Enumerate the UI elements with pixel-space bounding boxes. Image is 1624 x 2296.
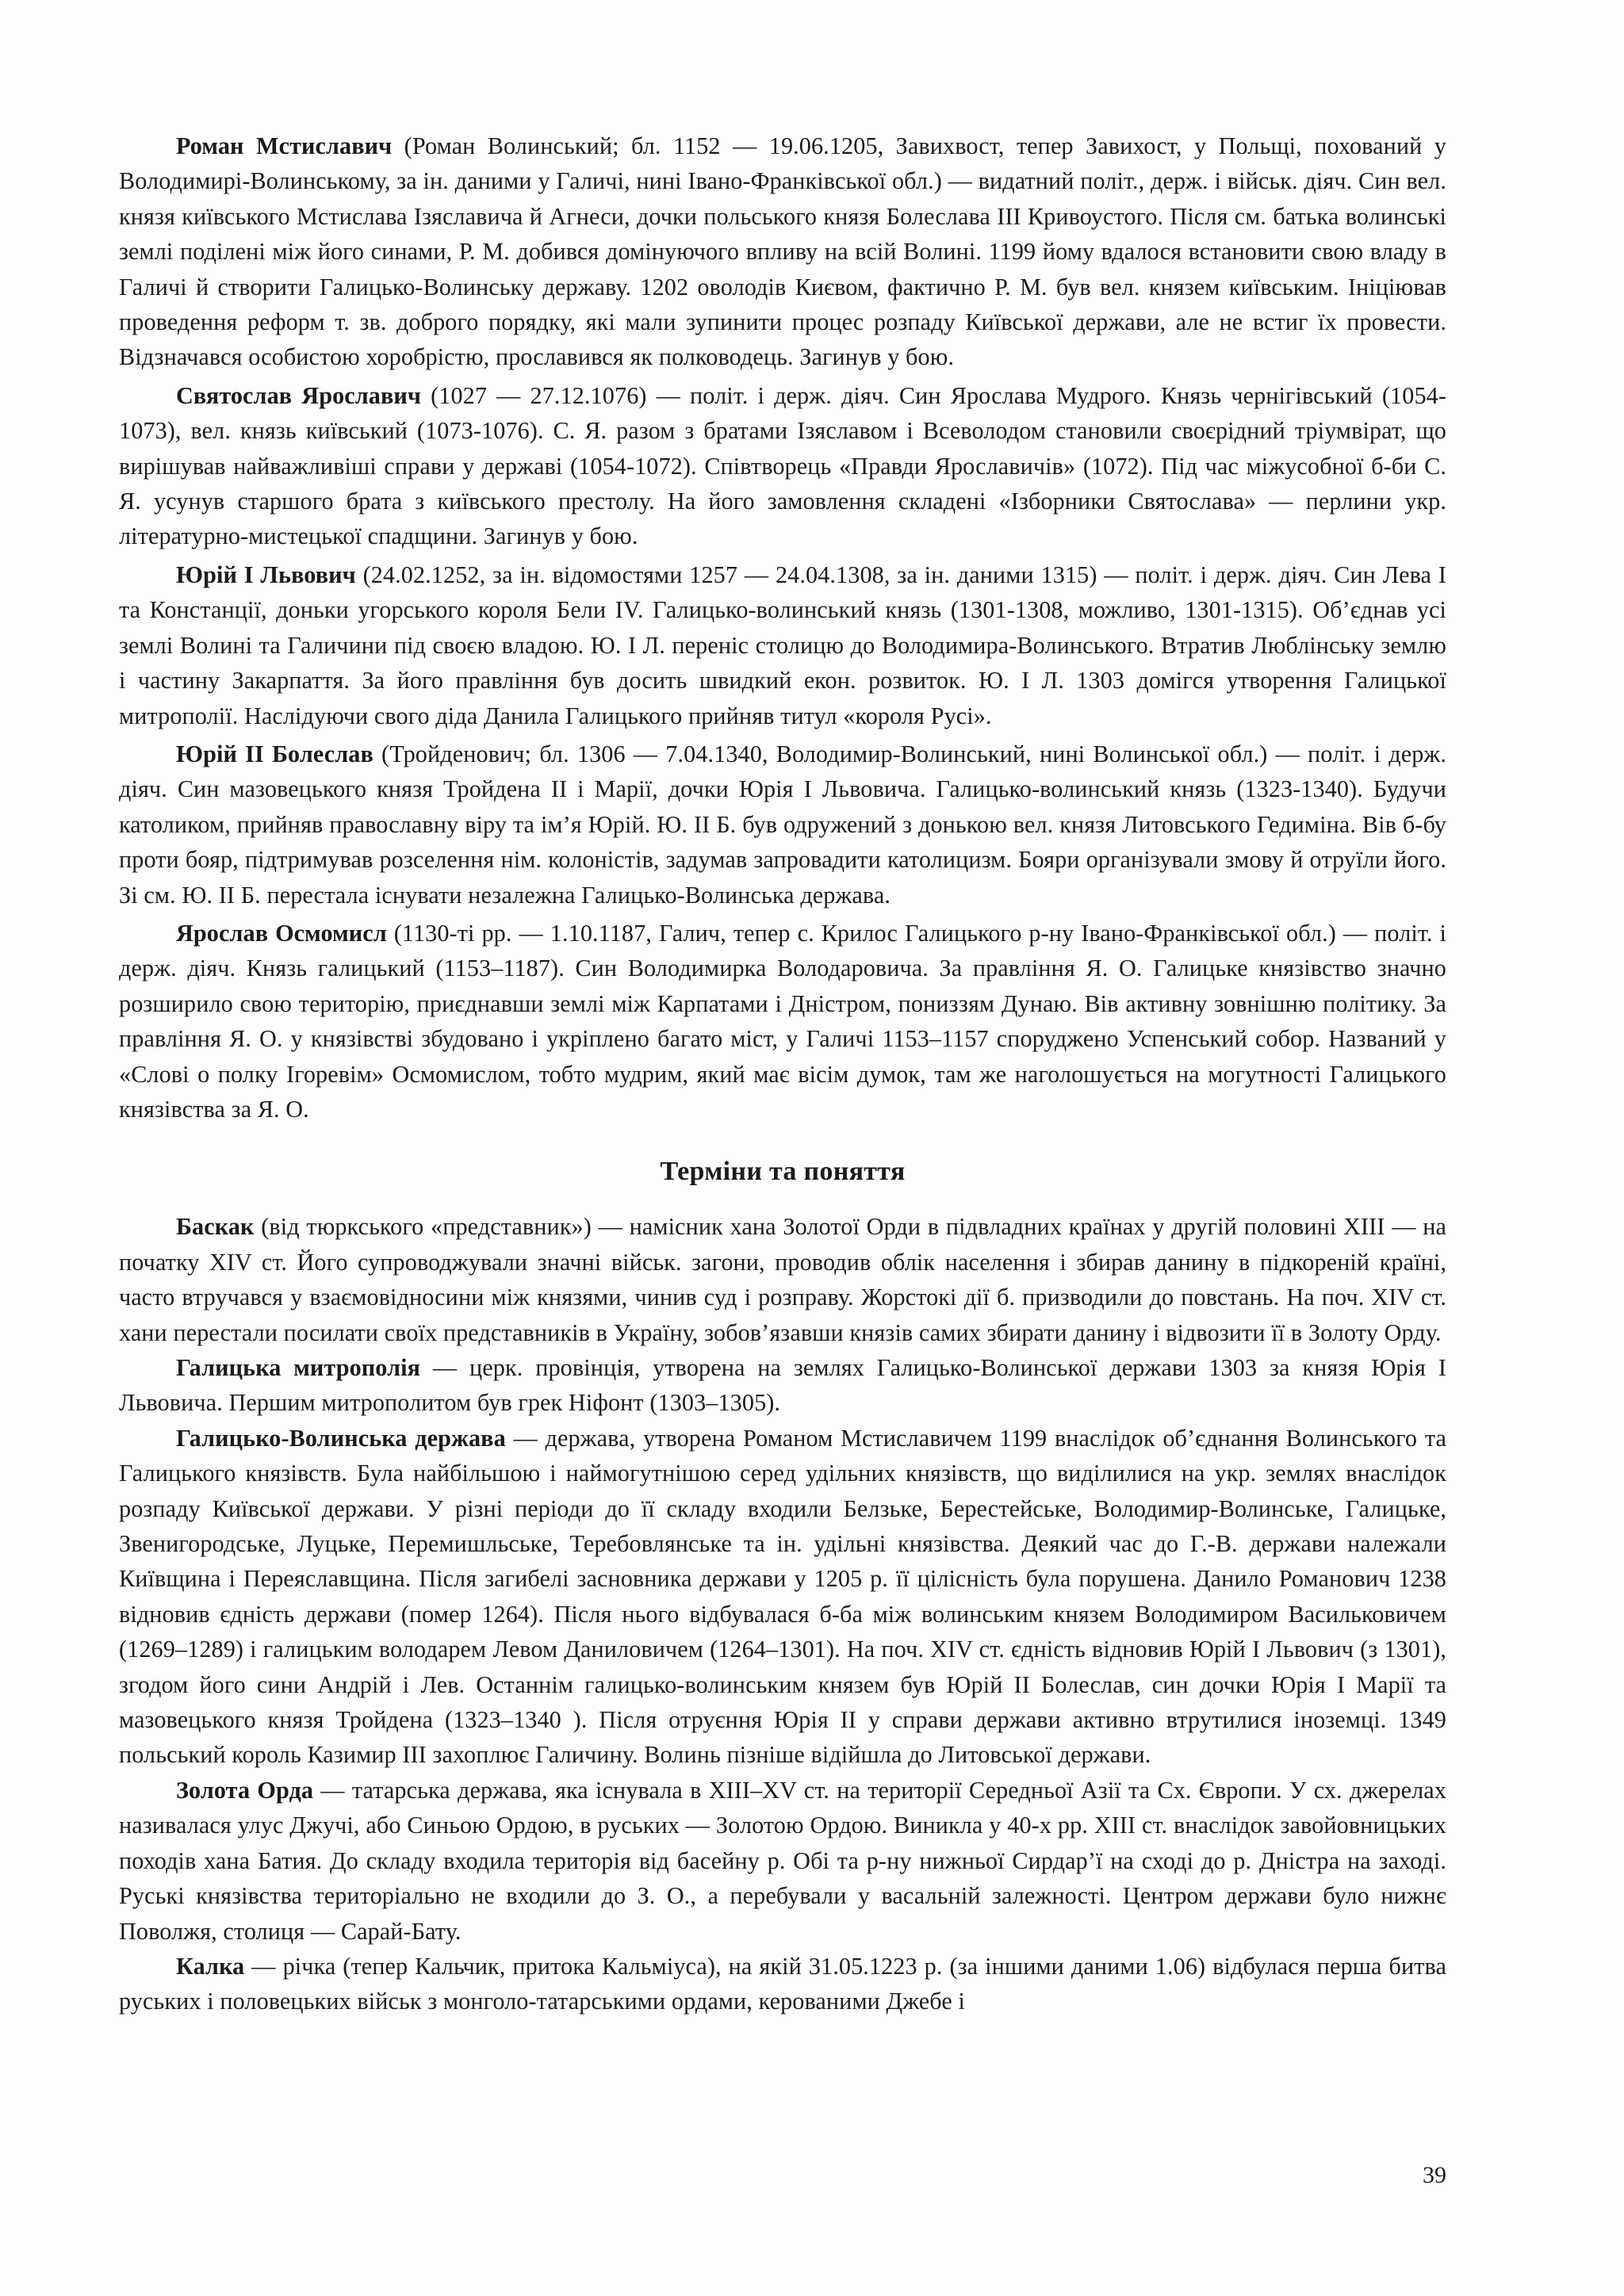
entry-text: (Роман Волинський; бл. 1152 — 19.06.1205, Завихвост, тепер Завихост, у Польщі, похований у Володимирі-Волинському, за ін. даними у Галичі, нині Івано-Франківської обл.) — видатний політ., держ. і військ. діяч. Син вел. князя київського Мстислава Ізяславича й Агнеси, дочки польського князя Болеслава III Кривоустого. Після см. батька волинські землі поділені між його синами, Р. М. добився домінуючого впливу на всій Волині. 1199 йому вдалося встановити свою владу в Галичі й створити Галицько-Волинську державу. 1202 оволодів Києвом, фактично Р. М. був вел. князем київським. Ініціював проведення реформ т. зв. доброго порядку, які мали зупинити процес розпаду Київської держави, але не встиг їх провести. Відзначався особистою хоробрістю, прославився як полководець. Загинув у бою. [119, 132, 1446, 371]
entry-text: — держава, утворена Романом Мстиславичем 1199 внаслідок об’єднання Волинського та Галицького князівств. Була найбільшою і наймогутнішою серед удільних князівств, що виділилися на укр. землях внаслідок розпаду Київської держави. У різні періоди до її складу входили Белзьке, Берестейське, Володимир-Волинське, Галицьке, Звенигородське, Луцьке, Перемишльське, Теребовлянське та ін. удільні князівства. Деякий час до Г.-В. держави належали Київщина і Переяславщина. Після загибелі засновника держави у 1205 р. її цілісність була порушена. Данило Романович 1238 відновив єдність держави (помер 1264). Після нього відбувалася б-ба між волинським князем Володимиром Васильковичем (1269–1289) і галицьким володарем Левом Даниловичем (1264–1301). На поч. XIV ст. єдність відновив Юрій І Львович (з 1301), згодом його сини Андрій і Лев. Останнім галицько-волинським князем був Юрій II Болеслав, син дочки Юрія І Марії та мазовецького князя Тройдена (1323–1340 ). Після отруєння Юрія II у справи держави активно втрутилися іноземці. 1349 польський король Казимир III захоплює Галичину. Волинь пізніше відійшла до Литовської держави. [119, 1424, 1446, 1769]
entry-term: Калка [176, 1952, 245, 1980]
entry-term: Баскак [176, 1213, 255, 1241]
section-title: Терміни та поняття [660, 1157, 906, 1187]
biography-entry [119, 737, 1446, 913]
terms-section [119, 1209, 1446, 2019]
entry-term: Золота Орда [176, 1776, 314, 1804]
page-number: 39 [1423, 2162, 1446, 2188]
term-entry [119, 1949, 1446, 2019]
entry-text: (1130-ті рр. — 1.10.1187, Галич, тепер с. Крилос Галицького р-ну Івано-Франківської обл.) — політ. і держ. діяч. Князь галицький (1153–1187). Син Володимирка Володаровича. За правління Я. О. Галицьке князівство значно розширило свою територію, приєднавши землі між Карпатами і Дністром, пониззям Дунаю. Вів активну зовнішню політику. За правління Я. О. у князівстві збудовано і укріплено багато міст, у Галичі 1153–1157 споруджено Успенський собор. Названий у «Слові о полку Ігоревім» Осмомислом, тобто мудрим, який має вісім думок, там же наголошується на могутності Галицького князівства за Я. О. [119, 919, 1446, 1123]
entry-text: (Тройденович; бл. 1306 — 7.04.1340, Володимир-Волинський, нині Волинської обл.) — політ. і держ. діяч. Син мазовецького князя Тройдена II і Марії, дочки Юрія І Львовича. Галицько-волинський князь (1323-1340). Будучи католиком, прийняв православну віру та ім’я Юрій. Ю. II Б. був одружений з донькою вел. князя Литовського Гедиміна. Вів б-бу проти бояр, підтримував розселення нім. колоністів, задумав запровадити католицизм. Бояри організували змову й отруїли його. Зі см. Ю. II Б. перестала існувати незалежна Галицько-Волинська держава. [119, 740, 1446, 909]
biography-entry [119, 557, 1446, 733]
entry-term: Юрій І Львович [176, 561, 356, 588]
document-page [119, 128, 1446, 2237]
biographies-section [119, 128, 1446, 1127]
biography-entry [119, 378, 1446, 554]
term-entry [119, 1350, 1446, 1421]
entry-text: — річка (тепер Кальчик, притока Кальміуса), на якій 31.05.1223 р. (за іншими даними 1.06) відбулася перша битва руських і половецьких військ з монголо-татарськими ордами, керованими Джебе і [119, 1952, 1446, 2015]
term-entry [119, 1421, 1446, 1773]
entry-text: — церк. провінція, утворена на землях Галицько-Волинської держави 1303 за князя Юрія І Львовича. Першим митрополитом був грек Ніфонт (1303–1305). [119, 1354, 1446, 1417]
biography-entry [119, 128, 1446, 375]
biography-entry [119, 916, 1446, 1127]
entry-term: Роман Мстиславич [176, 132, 393, 159]
entry-text: (1027 — 27.12.1076) — політ. і держ. діяч. Син Ярослава Мудрого. Князь чернігівський (1054-1073), вел. князь київський (1073-1076). С. Я. разом з братами Ізяславом і Всеволодом становили своєрідний тріумвірат, що вирішував найважливіші справи у державі (1054-1072). Співтворець «Правди Ярославичів» (1072). Під час міжусобної б-би С. Я. усунув старшого брата з київського престолу. На його замовлення складені «Ізборники Святослава» — перлини укр. літературно-мистецької спадщини. Загинув у бою. [119, 381, 1446, 550]
entry-term: Галицько-Волинська держава [176, 1424, 506, 1452]
entry-text: (від тюркського «представник») — намісник хана Золотої Орди в підвладних країнах у другій половині XIII — на початку XIV ст. Його супроводжували значні військ. загони, проводив облік населення і збирав данину в підкореній країні, часто втручався у взаємовідносини між князями, чинив суд і розправу. Жорстокі дії б. призводили до повстань. На поч. XIV ст. хани перестали посилати своїх представників в Україну, зобов’язавши князів самих збирати данину і відвозити її в Золоту Орду. [119, 1213, 1446, 1346]
entry-term: Юрій II Болеслав [176, 740, 373, 767]
entry-term: Ярослав Осмомисл [176, 919, 387, 947]
entry-text: (24.02.1252, за ін. відомостями 1257 — 24.04.1308, за ін. даними 1315) — політ. і держ. діяч. Син Лева І та Констанції, доньки угорського короля Бели IV. Галицько-волинський князь (1301-1308, можливо, 1301-1315). Об’єднав усі землі Волині та Галичини під своєю владою. Ю. І Л. переніс столицю до Володимира-Волинського. Втратив Люблінську землю і частину Закарпаття. За його правління був досить швидкий екон. розвиток. Ю. І Л. 1303 домігся утворення Галицької митрополії. Наслідуючи свого діда Данила Галицького прийняв титул «короля Русі». [119, 561, 1447, 729]
term-entry [119, 1209, 1446, 1350]
entry-term: Галицька митрополія [176, 1354, 421, 1381]
entry-text: — татарська держава, яка існувала в XIII–XV ст. на території Середньої Азії та Сх. Європи. У сх. джерелах називалася улус Джучі, або Синьою Ордою, в руських — Золотою Ордою. Виникла у 40-х рр. XIII ст. внаслідок завойовницьких походів хана Батия. До складу входила територія від басейну р. Обі та р-ну нижньої Сирдар’ї на сході до р. Дністра на заході. Руські князівства територіально не входили до З. О., а перебували у васальній залежності. Центром держави було нижнє Поволжя, столиця — Сарай-Бату. [119, 1776, 1446, 1945]
term-entry [119, 1773, 1446, 1949]
entry-term: Святослав Ярославич [176, 381, 422, 409]
